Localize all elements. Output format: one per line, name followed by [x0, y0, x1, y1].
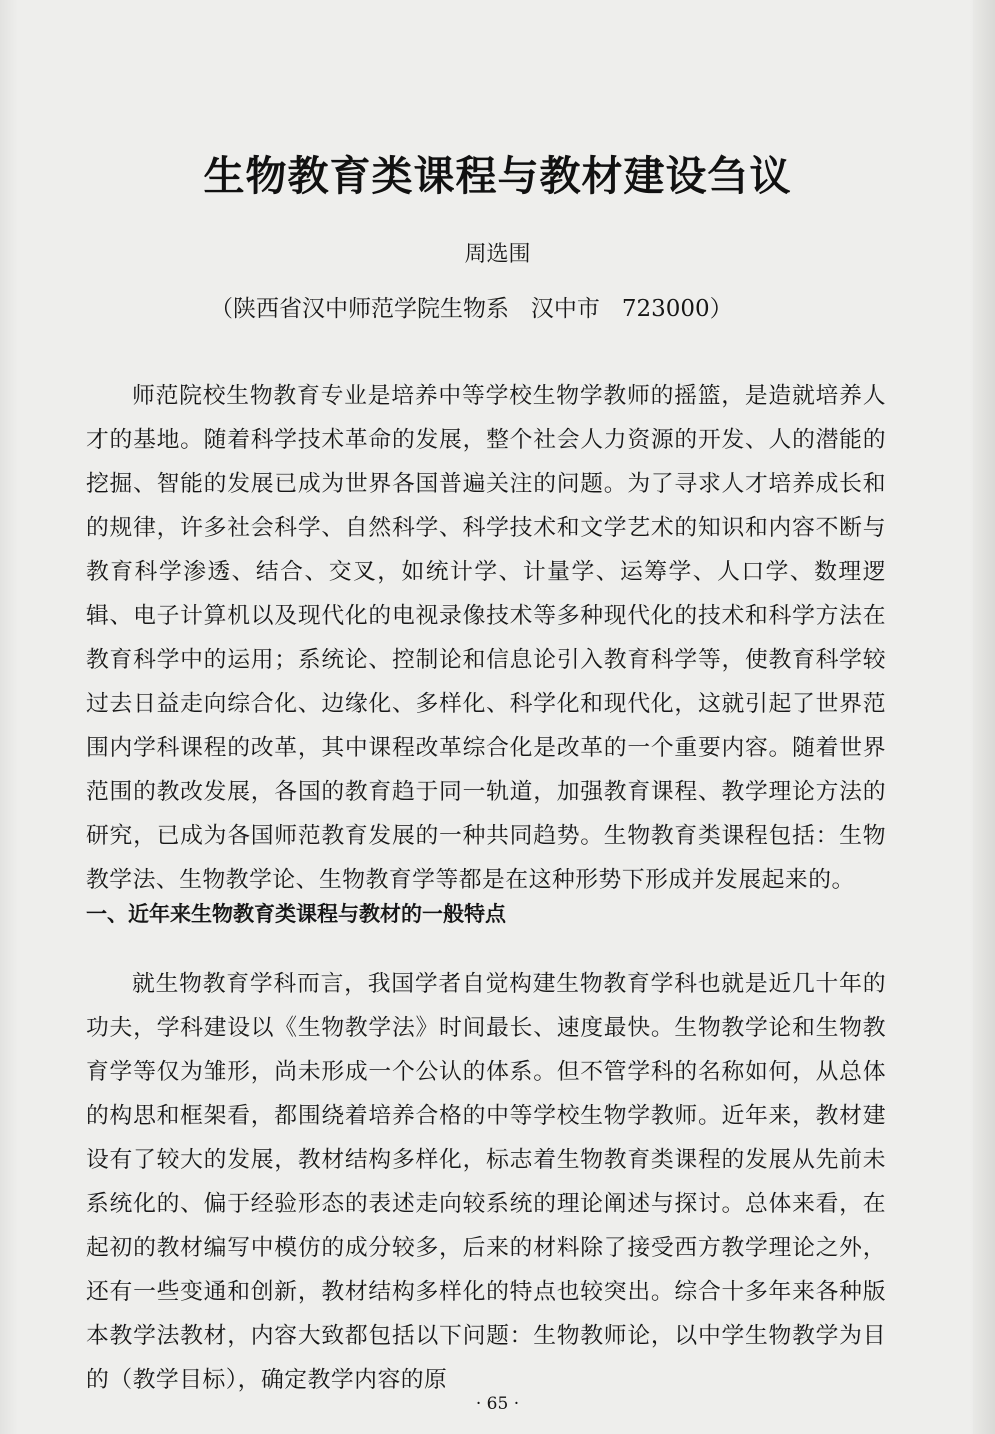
intro-paragraph-block	[86, 374, 886, 902]
article-title: 生物教育类课程与教材建设刍议	[203, 152, 792, 200]
body-paragraph: 就生物教育学科而言，我国学者自觉构建生物教育学科也就是近几十年的功夫，学科建设以《生物教学法》时间最长、速度最快。生物教学论和生物教育学等仅为雏形，尚未形成一个公认的体系。但不管学科的名称如何，从总体的构思和框架看，都围绕着培养合格的中等学校生物学教师。近年来，教材建设有了较大的发展，教材结构多样化，标志着生物教育类课程的发展从先前未系统化的、偏于经验形态的表述走向较系统的理论阐述与探讨。总体来看，在起初的教材编写中模仿的成分较多，后来的材料除了接受西方教学理论之外，还有一些变通和创新，教材结构多样化的特点也较突出。综合十多年来各种版本教学法教材，内容大致都包括以下问题：生物教师论，以中学生物教学为目的（教学目标），确定教学内容的原	[86, 971, 886, 1393]
author-affiliation: （陕西省汉中师范学院生物系 汉中市 723000）	[210, 296, 733, 322]
page-number: · 65 ·	[475, 1394, 520, 1414]
section-paragraph-block	[86, 962, 886, 1402]
page-gutter-shadow	[973, 0, 995, 1434]
author-name: 周选围	[464, 242, 531, 267]
section-heading: 一、近年来生物教育类课程与教材的一般特点	[86, 902, 506, 926]
body-paragraph: 师范院校生物教育专业是培养中等学校生物学教师的摇篮，是造就培养人才的基地。随着科学技术革命的发展，整个社会人力资源的开发、人的潜能的挖掘、智能的发展已成为世界各国普遍关注的问题。为了寻求人才培养成长和的规律，许多社会科学、自然科学、科学技术和文学艺术的知识和内容不断与教育科学渗透、结合、交叉，如统计学、计量学、运筹学、人口学、数理逻辑、电子计算机以及现代化的电视录像技术等多种现代化的技术和科学方法在教育科学中的运用；系统论、控制论和信息论引入教育科学等，使教育科学较过去日益走向综合化、边缘化、多样化、科学化和现代化，这就引起了世界范围内学科课程的改革，其中课程改革综合化是改革的一个重要内容。随着世界范围的教改发展，各国的教育趋于同一轨道，加强教育课程、教学理论方法的研究，已成为各国师范教育发展的一种共同趋势。生物教育类课程包括：生物教学法、生物教学论、生物教育学等都是在这种形势下形成并发展起来的。	[86, 383, 886, 893]
